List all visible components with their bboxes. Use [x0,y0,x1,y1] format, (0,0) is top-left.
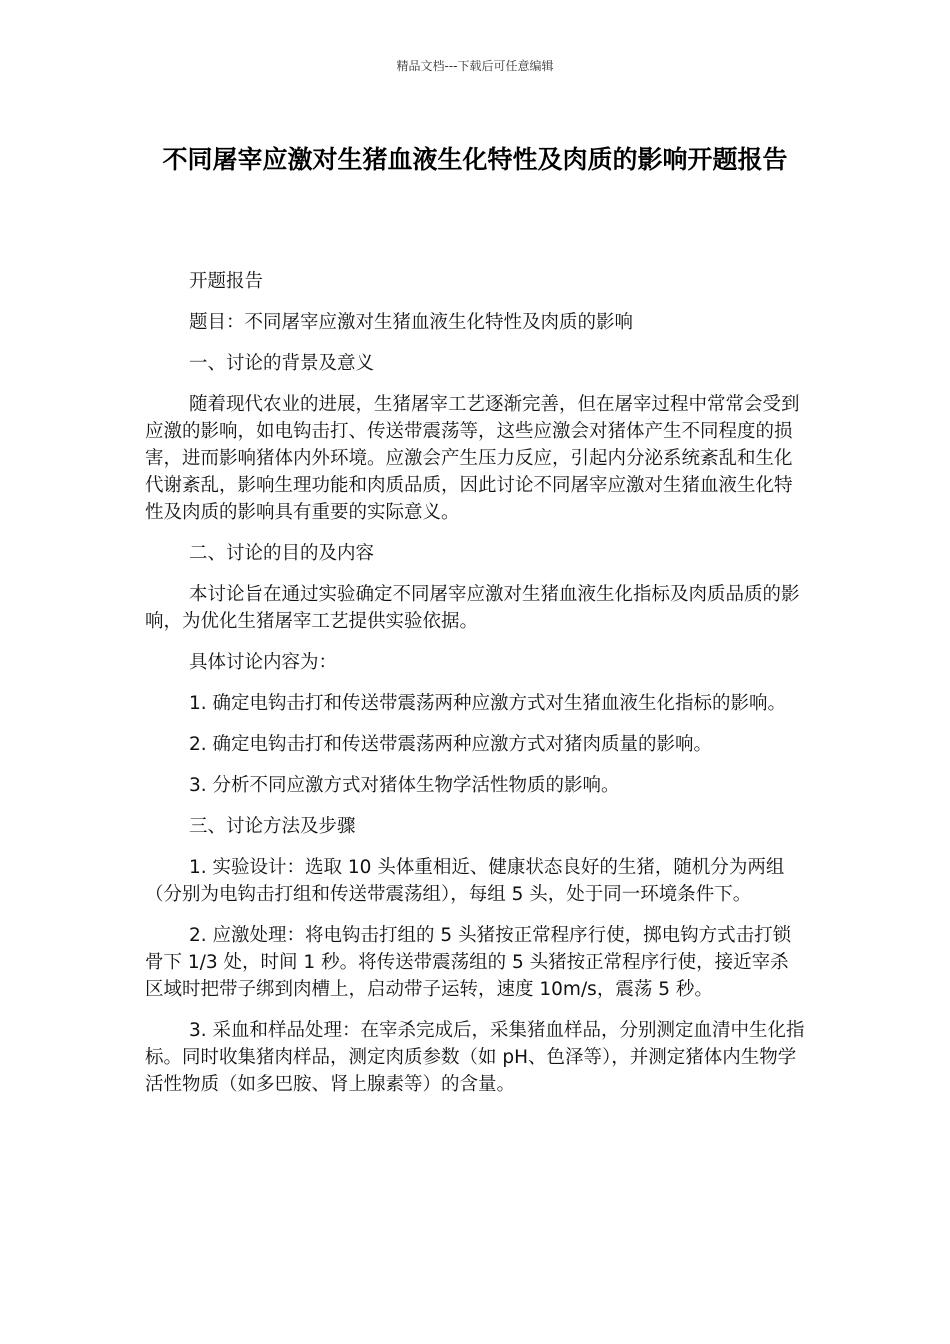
content-item-1: 1. 确定电钩击打和传送带震荡两种应激方式对生猪血液生化指标的影响。 [189,693,787,714]
section-heading-3: 三、讨论方法及步骤 [189,816,356,837]
content-item-2: 2. 确定电钩击打和传送带震荡两种应激方式对猪肉质量的影响。 [189,734,713,755]
document-title: 不同屠宰应激对生猪血液生化特性及肉质的影响开题报告 [162,145,788,174]
section-heading-1: 一、讨论的背景及意义 [189,353,375,374]
background-paragraph: 随着现代农业的进展，生猪屠宰工艺逐渐完善，但在屠宰过程中常常会受到应激的影响，如电钩击打、传送带震荡等，这些应激会对猪体产生不同程度的损害，进而影响猪体内外环境。应激会产生压力反应，引起内分泌系统紊乱和生化代谢紊乱，影响生理功能和肉质品质，因此讨论不同屠宰应激对生猪血液生化特性及肉质的影响具有重要的实际意义。 [145,394,800,523]
content-intro: 具体讨论内容为： [189,652,338,673]
content-item-3: 3. 分析不同应激方式对猪体生物学活性物质的影响。 [189,775,620,796]
section-label: 开题报告 [189,271,264,292]
topic-line: 题目：不同屠宰应激对生猪血液生化特性及肉质的影响 [189,312,634,333]
section-heading-2: 二、讨论的目的及内容 [189,543,375,564]
method-item-1: 1. 实验设计：选取 10 头体重相近、健康状态良好的生猪，随机分为两组（分别为电钩击打组和传送带震荡组），每组 5 头，处于同一环境条件下。 [145,857,785,905]
document-body [145,268,805,1112]
purpose-paragraph: 本讨论旨在通过实验确定不同屠宰应激对生猪血液生化指标及肉质品质的影响，为优化生猪屠宰工艺提供实验依据。 [145,584,800,632]
page-header: 精品文档---下载后可任意编辑 [396,59,554,73]
method-item-3: 3. 采血和样品处理：在宰杀完成后，采集猪血样品，分别测定血清中生化指标。同时收集猪肉样品，测定肉质参数（如 pH、色泽等），并测定猪体内生物学活性物质（如多巴胺、肾上腺素等）的含量。 [145,1020,805,1095]
method-item-2: 2. 应激处理：将电钩击打组的 5 头猪按正常程序行使，掷电钩方式击打锁骨下 1/3 处，时间 1 秒。将传送带震荡组的 5 头猪按正常程序行使，接近宰杀区域时把带子绑到肉槽上，启动带子运转，速度 10m/s，震荡 5 秒。 [145,925,792,1000]
